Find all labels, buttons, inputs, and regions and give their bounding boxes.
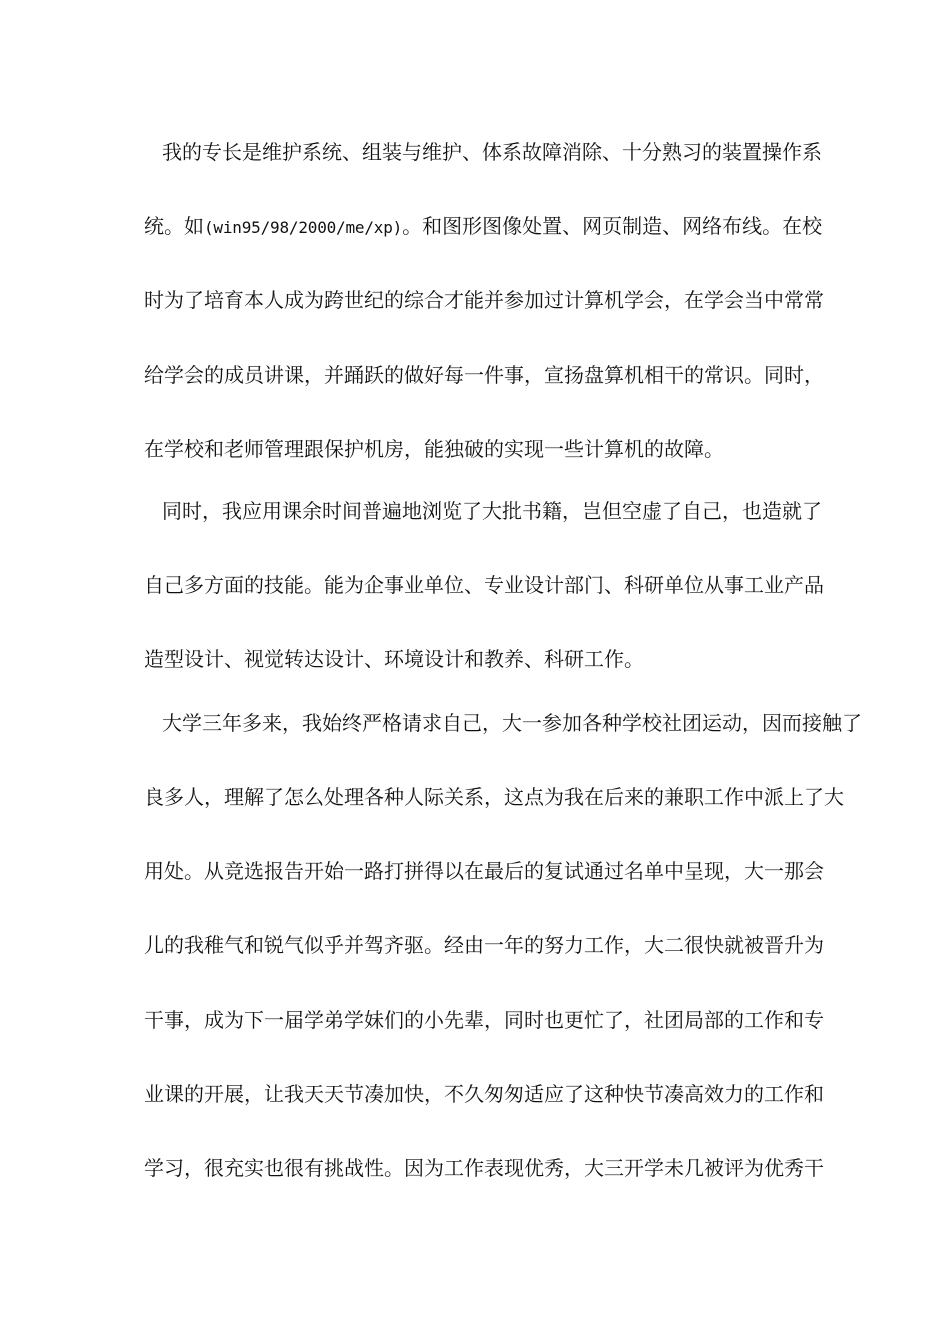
paragraph-1-line-2-before: 统。如 [144, 214, 204, 238]
paragraph-3-line-3: 用处。从竞选报告开始一路打拼得以在最后的复试通过名单中呈现，大一那会 [144, 859, 824, 883]
paragraph-3-line-5: 干事，成为下一届学弟学妹们的小先辈，同时也更忙了，社团局部的工作和专 [144, 1008, 824, 1032]
paragraph-1-line-5: 在学校和老师管理跟保护机房，能独破的实现一些计算机的故障。 [144, 437, 724, 461]
paragraph-2-line-1: 同时，我应用课余时间普遍地浏览了大批书籍，岂但空虚了自己，也造就了 [162, 499, 822, 523]
paragraph-1-line-1: 我的专长是维护系统、组装与维护、体系故障消除、十分熟习的装置操作系 [162, 140, 822, 164]
paragraph-3-line-1: 大学三年多来，我始终严格请求自己，大一参加各种学校社团运动，因而接触了 [162, 711, 862, 735]
paragraph-1-line-2-after: 。和图形图像处置、网页制造、网络布线。在校 [402, 214, 823, 238]
paragraph-3-line-6: 业课的开展，让我天天节凑加快，不久匆匆适应了这种快节凑高效力的工作和 [144, 1082, 824, 1106]
paragraph-1-line-2 [144, 206, 824, 246]
paragraph-3-line-7: 学习，很充实也很有挑战性。因为工作表现优秀，大三开学未几被评为优秀干 [144, 1156, 824, 1180]
paragraph-1-line-4: 给学会的成员讲课，并踊跃的做好每一件事，宣扬盘算机相干的常识。同时， [144, 363, 824, 387]
os-version-list: (win95/98/2000/me/xp) [204, 218, 403, 237]
paragraph-3-line-2: 良多人，理解了怎么处理各种人际关系，这点为我在后来的兼职工作中派上了大 [144, 785, 844, 809]
paragraph-2-line-3: 造型设计、视觉转达设计、环境设计和教养、科研工作。 [144, 647, 644, 671]
paragraph-3-line-4: 儿的我稚气和锐气似乎并驾齐驱。经由一年的努力工作，大二很快就被晋升为 [144, 933, 824, 957]
paragraph-1-line-3: 时为了培育本人成为跨世纪的综合才能并参加过计算机学会，在学会当中常常 [144, 288, 824, 312]
paragraph-2-line-2: 自己多方面的技能。能为企事业单位、专业设计部门、科研单位从事工业产品 [144, 573, 824, 597]
